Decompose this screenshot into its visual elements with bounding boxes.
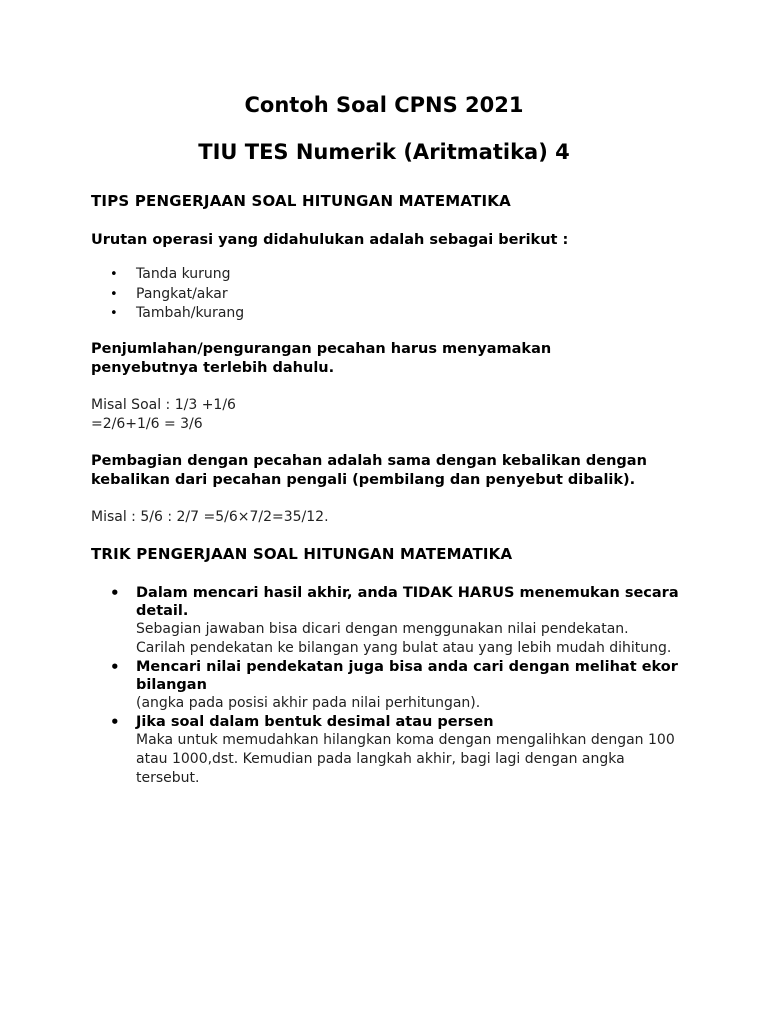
document-subtitle: TIU TES Numerik (Aritmatika) 4	[198, 140, 570, 164]
example-1-line-2: =2/6+1/6 = 3/6	[91, 416, 203, 432]
list-item	[91, 658, 681, 713]
example-1-line-1: Misal Soal : 1/3 +1/6	[91, 397, 236, 413]
trick-detail: (angka pada posisi akhir pada nilai perhitungan).	[136, 695, 481, 711]
tricks-heading: TRIK PENGERJAAN SOAL HITUNGAN MATEMATIKA	[91, 545, 513, 563]
list-item	[91, 584, 681, 658]
list-item: • Tambah/kurang	[91, 304, 651, 324]
document-title: Contoh Soal CPNS 2021	[244, 93, 524, 117]
operation-order-list	[91, 265, 651, 324]
trick-title: • Jika soal dalam bentuk desimal atau persen	[136, 714, 494, 730]
fraction-rule: Penjumlahan/pengurangan pecahan harus menyamakan penyebutnya terlebih dahulu.	[91, 341, 552, 376]
tips-intro: Urutan operasi yang didahulukan adalah sebagai berikut :	[91, 232, 569, 248]
tips-heading: TIPS PENGERJAAN SOAL HITUNGAN MATEMATIKA	[91, 192, 511, 210]
trick-detail: Maka untuk memudahkan hilangkan koma dengan mengalihkan dengan 100 atau 1000,dst. Kemudian pada langkah akhir, bagi lagi dengan angka tersebut.	[136, 732, 675, 786]
tricks-list	[91, 584, 681, 788]
division-rule: Pembagian dengan pecahan adalah sama dengan kebalikan dengan kebalikan dari pecahan pengali (pembilang dan penyebut dibalik).	[91, 453, 647, 488]
example-2: Misal : 5/6 : 2/7 =5/6×7/2=35/12.	[91, 509, 329, 525]
list-item	[91, 713, 681, 788]
trick-title: • Mencari nilai pendekatan juga bisa anda cari dengan melihat ekor bilangan	[136, 659, 678, 693]
trick-title: • Dalam mencari hasil akhir, anda TIDAK HARUS menemukan secara detail.	[136, 585, 679, 619]
trick-detail: Sebagian jawaban bisa dicari dengan menggunakan nilai pendekatan. Carilah pendekatan ke bilangan yang bulat atau yang lebih mudah dihitung.	[136, 621, 672, 656]
list-item: • Pangkat/akar	[91, 285, 651, 305]
list-item: • Tanda kurung	[91, 265, 651, 285]
